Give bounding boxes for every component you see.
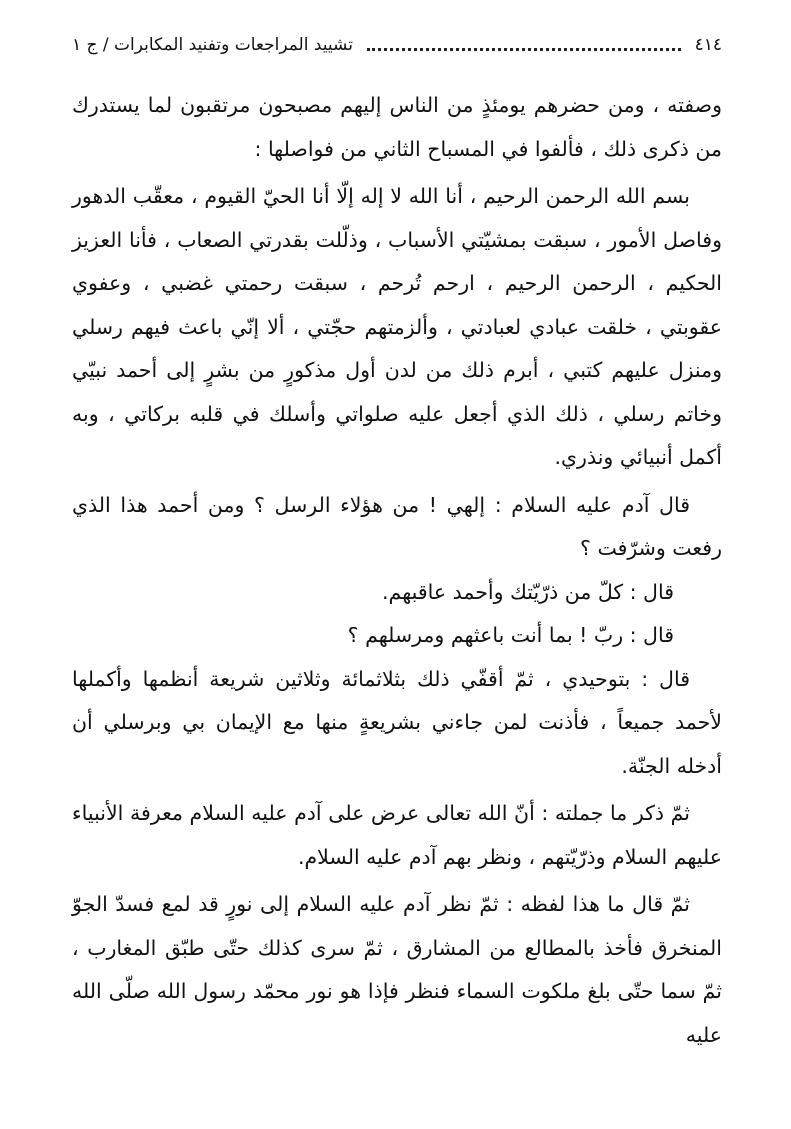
page-body <box>72 84 722 1057</box>
paragraph-summary: ثمّ ذكر ما جملته : أنّ الله تعالى عرض على آدم عليه السلام معرفة الأنبياء عليهم السلام وذرّيّتهم ، ونظر بهم آدم عليه السلام. <box>72 801 722 869</box>
paragraph-answer-2: قال : بتوحيدي ، ثمّ أقفّي ذلك بثلاثمائة وثلاثين شريعة أنظمها وأكملها لأحمد جميعاً ، فأذنت لمن جاءني بشريعةٍ منها مع الإيمان بي وبرسلي أن أدخله الجنّة. <box>72 666 722 778</box>
paragraph-divine-text: بسم الله الرحمن الرحيم ، أنا الله لا إله إلّا أنا الحيّ القيوم ، معقّب الدهور وفاصل الأمور ، سبقت بمشيّتي الأسباب ، وذلّلت بقدرتي الصعاب ، فأنا العزيز الحكيم ، الرحمن الرحيم ، ارحم تُرحم ، سبقت رحمتي غضبي ، وعفوي عقوبتي ، خلقت عبادي لعبادتي ، وألزمتهم حجّتي ، ألا إنّي باعث فيهم رسلي ومنزل عليهم كتبي ، أبرم ذلك من لدن أول مذكورٍ من بشرٍ إلى أحمد نبيّي وخاتم رسلي ، ذلك الذي أجعل عليه صلواتي وأسلك في قلبه بركاتي ، وبه أكمل أنبيائي ونذري. <box>72 184 722 469</box>
book-page <box>72 28 722 1057</box>
paragraph-light: ثمّ قال ما هذا لفظه : ثمّ نظر آدم عليه السلام إلى نورٍ قد لمع فسدّ الجوّ المنخرق فأخذ بالمطالع من المشارق ، ثمّ سرى كذلك حتّى طبّق المغارب ، ثمّ سما حتّى بلغ ملكوت السماء فنظر فإذا هو نور محمّد رسول الله صلّى الله عليه <box>72 892 722 1047</box>
dot-leader <box>367 48 681 51</box>
paragraph-question-2: قال : ربّ ! بما أنت باعثهم ومرسلهم ؟ <box>347 623 674 647</box>
running-header <box>72 28 722 62</box>
page-number: ٤١٤ <box>694 35 722 55</box>
paragraph-continuation: وصفته ، ومن حضرهم يومئذٍ من الناس إليهم مصبحون مرتقبون لما يستدرك من ذكرى ذلك ، فألفوا في المسباح الثاني من فواصلها : <box>72 93 722 161</box>
paragraph-adam-question: قال آدم عليه السلام : إلهي ! من هؤلاء الرسل ؟ ومن أحمد هذا الذي رفعت وشرّفت ؟ <box>72 492 722 560</box>
running-title: تشييد المراجعات وتفنيد المكابرات / ج ١ <box>72 35 353 55</box>
paragraph-answer-1: قال : كلّ من ذرّيّتك وأحمد عاقبهم. <box>382 579 674 604</box>
